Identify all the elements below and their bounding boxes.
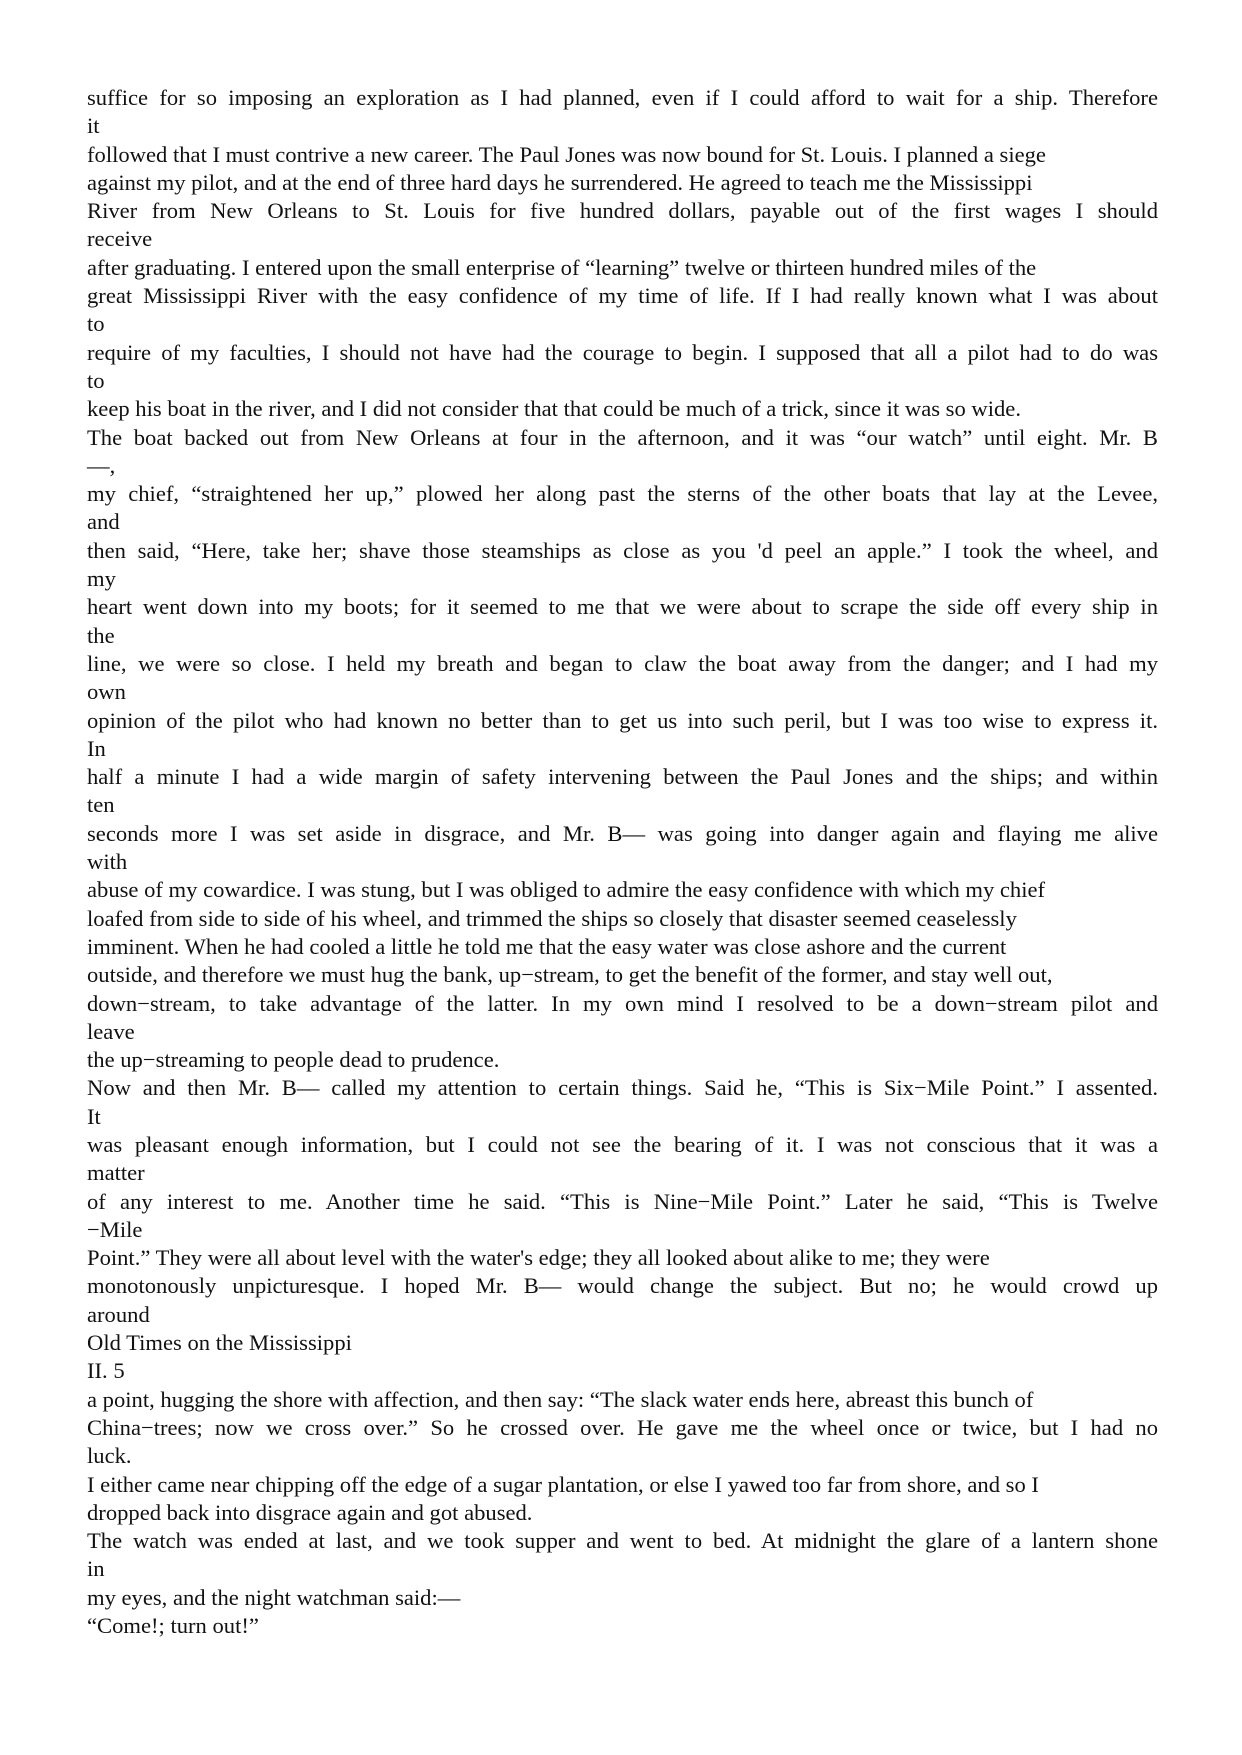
text-line: outside, and therefore we must hug the bank, up−stream, to get the benefit of the former, and stay well out, [87, 962, 1053, 988]
text-line: Old Times on the Mississippi [87, 1330, 352, 1356]
text-line: down−stream, to take advantage of the latter. In my own mind I resolved to be a down−stream pilot and [87, 990, 1158, 1016]
text-line: and [87, 509, 120, 535]
text-line: a point, hugging the shore with affection, and then say: “The slack water ends here, abreast this bunch of [87, 1386, 1034, 1412]
text-line: “Come!; turn out!” [87, 1613, 259, 1639]
text-line: In [87, 735, 106, 761]
text-line: luck. [87, 1443, 132, 1469]
text-line: imminent. When he had cooled a little he told me that the easy water was close ashore and the current [87, 933, 1007, 959]
text-line: The watch was ended at last, and we took supper and went to bed. At midnight the glare of a lantern shone [87, 1528, 1158, 1554]
text-line: heart went down into my boots; for it seemed to me that we were about to scrape the side off every ship in [87, 594, 1158, 620]
text-line: it [87, 113, 100, 139]
text-line: to [87, 367, 105, 393]
text-line: after graduating. I entered upon the small enterprise of “learning” twelve or thirteen hundred miles of the [87, 254, 1037, 280]
text-line: receive [87, 226, 153, 252]
text-line: with [87, 849, 128, 875]
text-line: suffice for so imposing an exploration as I had planned, even if I could afford to wait for a ship. Therefore [87, 85, 1158, 110]
text-line: my eyes, and the night watchman said:— [87, 1584, 461, 1610]
text-line: It [87, 1103, 101, 1129]
text-line: line, we were so close. I held my breath and began to claw the boat away from the danger; and I had my [87, 650, 1158, 676]
text-line: of any interest to me. Another time he said. “This is Nine−Mile Point.” Later he said, “This is Twelve [87, 1188, 1158, 1214]
text-line: my [87, 566, 116, 592]
text-line: Point.” They were all about level with the water's edge; they all looked about alike to me; they were [87, 1245, 990, 1271]
text-line: loafed from side to side of his wheel, and trimmed the ships so closely that disaster seemed ceaselessly [87, 905, 1017, 931]
text-line: The boat backed out from New Orleans at four in the afternoon, and it was “our watch” until eight. Mr. B [87, 424, 1158, 450]
text-line: dropped back into disgrace again and got abused. [87, 1499, 533, 1525]
text-line: —, [87, 452, 116, 478]
text-line: followed that I must contrive a new career. The Paul Jones was now bound for St. Louis. I planned a siege [87, 141, 1046, 167]
text-line: great Mississippi River with the easy confidence of my time of life. If I had really known what I was about [87, 283, 1158, 309]
text-line: abuse of my cowardice. I was stung, but I was obliged to admire the easy confidence with which my chief [87, 877, 1046, 903]
text-line: was pleasant enough information, but I could not see the bearing of it. I was not conscious that it was a [87, 1131, 1158, 1157]
text-line: matter [87, 1160, 145, 1186]
text-line: the [87, 622, 115, 648]
text-line: Now and then Mr. B— called my attention to certain things. Said he, “This is Six−Mile Point.” I assented. [87, 1075, 1158, 1101]
text-line: require of my faculties, I should not have had the courage to begin. I supposed that all a pilot had to do was [87, 339, 1158, 365]
text-line: opinion of the pilot who had known no better than to get us into such peril, but I was too wise to express it. [87, 707, 1158, 733]
text-line: II. 5 [87, 1358, 125, 1384]
text-line: own [87, 679, 126, 705]
text-line: China−trees; now we cross over.” So he crossed over. He gave me the wheel once or twice, but I had no [87, 1414, 1158, 1440]
text-line: keep his boat in the river, and I did not consider that that could be much of a trick, since it was so wide. [87, 396, 1021, 422]
text-line: around [87, 1301, 150, 1327]
text-line: I either came near chipping off the edge of a sugar plantation, or else I yawed too far from shore, and so I [87, 1471, 1039, 1497]
text-line: monotonously unpicturesque. I hoped Mr. B— would change the subject. But no; he would crowd up [87, 1273, 1158, 1299]
text-line: half a minute I had a wide margin of safety intervening between the Paul Jones and the ships; and within [87, 764, 1158, 790]
text-line: my chief, “straightened her up,” plowed her along past the sterns of the other boats that lay at the Levee, [87, 481, 1158, 507]
text-line: leave [87, 1018, 135, 1044]
text-line: the up−streaming to people dead to prudence. [87, 1047, 500, 1073]
text-line: −Mile [87, 1216, 143, 1242]
text-line: against my pilot, and at the end of three hard days he surrendered. He agreed to teach me the Mississippi [87, 169, 1033, 195]
text-line: River from New Orleans to St. Louis for five hundred dollars, payable out of the first wages I should [87, 198, 1158, 224]
text-line: in [87, 1556, 105, 1582]
text-line: ten [87, 792, 115, 818]
text-line: seconds more I was set aside in disgrace, and Mr. B— was going into danger again and flaying me alive [87, 820, 1158, 846]
text-line: to [87, 311, 105, 337]
text-line: then said, “Here, take her; shave those steamships as close as you 'd peel an apple.” I took the wheel, and [87, 537, 1158, 563]
document-page [87, 84, 1158, 1640]
